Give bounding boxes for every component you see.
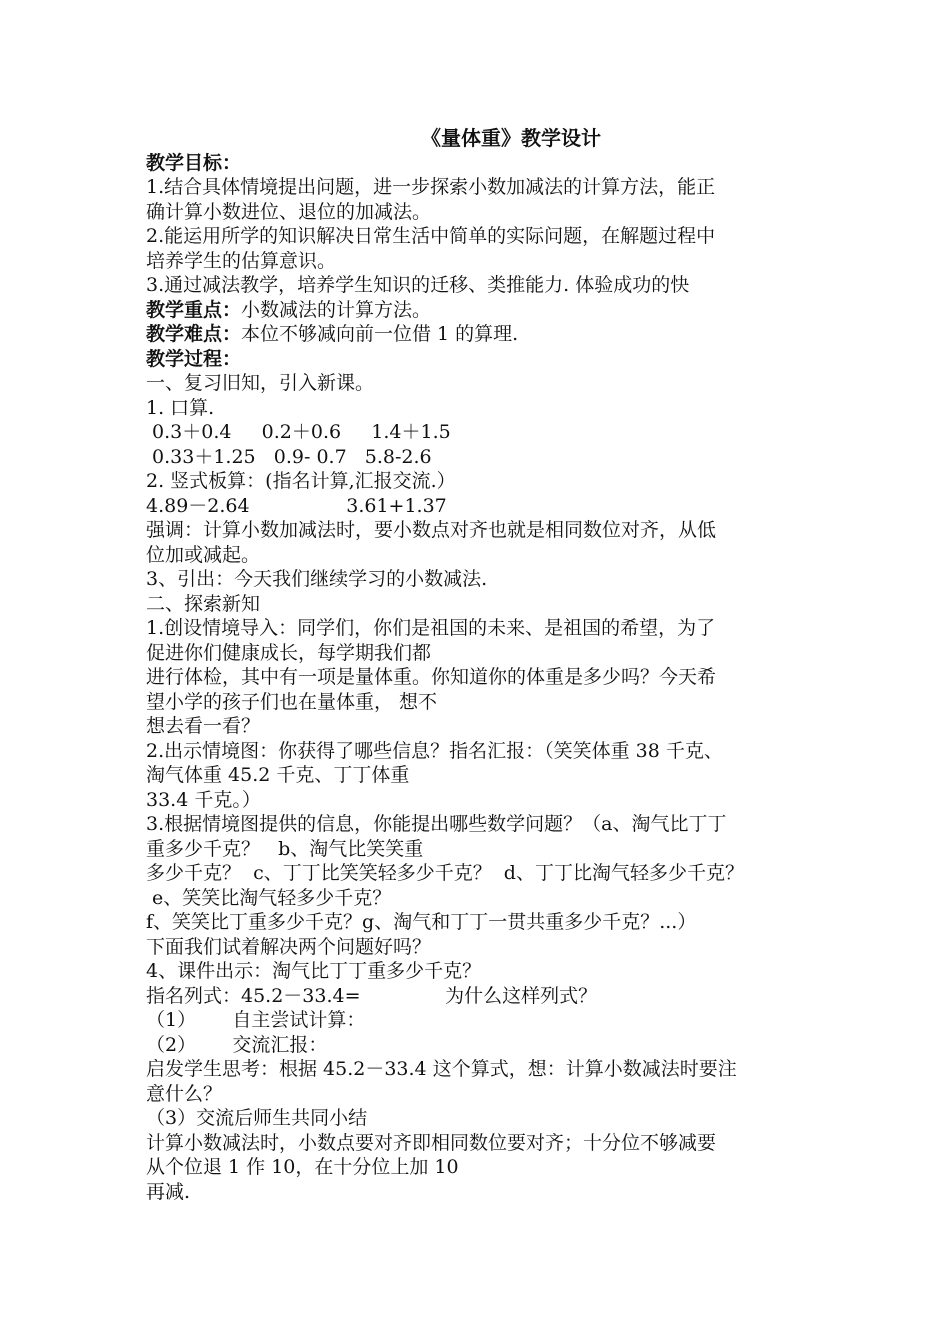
paragraph-line: （3）交流后师生共同小结 <box>146 1107 368 1129</box>
goal-1-line-1: 1.结合具体情境提出问题，进一步探索小数加减法的计算方法，能正 <box>146 176 716 198</box>
goal-2-line-1: 2.能运用所学的知识解决日常生活中简单的实际问题，在解题过程中 <box>146 225 716 247</box>
paragraph-line: （2） 交流汇报： <box>146 1033 328 1056</box>
paragraph-line: 启发学生思考：根据 45.2－33.4 这个算式，想：计算小数减法时要注 <box>146 1058 737 1080</box>
paragraph-line: 想去看一看？ <box>146 715 261 737</box>
goal-3-line: 3.通过减法教学，培养学生知识的迁移、类推能力. 体验成功的快 <box>146 274 690 296</box>
document-title: 《量体重》教学设计 <box>421 126 601 150</box>
paragraph-line: （1） 自主尝试计算： <box>146 1009 366 1031</box>
paragraph-line: 计算小数减法时，小数点要对齐即相同数位要对齐；十分位不够减要 <box>146 1131 717 1154</box>
paragraph-line: 指名列式：45.2－33.4= 为什么这样列式？ <box>146 984 598 1007</box>
emphasis-line-1: 强调：计算小数加减法时，要小数点对齐也就是相同数位对齐，从低 <box>146 519 717 541</box>
paragraph-line: 下面我们试着解决两个问题好吗？ <box>146 935 432 958</box>
paragraph-line: 望小学的孩子们也在量体重， 想不 <box>146 690 438 713</box>
paragraph-line: 4、课件出示：淘气比丁丁重多少千克？ <box>146 960 482 982</box>
paragraph-line: 2.出示情境图：你获得了哪些信息？指名汇报：（笑笑体重 38 千克、 <box>146 739 723 762</box>
paragraph-line: f、笑笑比丁重多少千克？g、淘气和丁丁一贯共重多少千克？...） <box>146 911 697 933</box>
difficulty-label: 教学难点： <box>146 323 242 345</box>
goals-heading: 教学目标： <box>146 151 242 174</box>
paragraph-line: 再减. <box>146 1180 191 1203</box>
paragraph-line: 淘气体重 45.2 千克、丁丁体重 <box>146 764 410 786</box>
section-review: 一、复习旧知，引入新课。 <box>146 372 375 394</box>
section-explore: 二、探索新知 <box>146 592 261 615</box>
document-body <box>146 126 826 1204</box>
vertical-calc-label: 2. 竖式板算：(指名计算,汇报交流.） <box>146 470 456 492</box>
paragraph-line: 重多少千克？ b、淘气比笑笑重 <box>146 837 424 860</box>
paragraph-line: 3.根据情境图提供的信息，你能提出哪些数学问题？（a、淘气比丁丁 <box>146 813 727 835</box>
paragraph-line: e、笑笑比淘气轻多少千克？ <box>146 886 392 909</box>
difficulty-text: 本位不够减向前一位借 1 的算理. <box>241 323 519 345</box>
paragraph-line: 进行体检，其中有一项是量体重。你知道你的体重是多少吗？今天希 <box>146 666 717 688</box>
paragraph-line: 从个位退 1 作 10，在十分位上加 10 <box>146 1156 459 1178</box>
paragraph-line: 1.创设情境导入：同学们，你们是祖国的未来、是祖国的希望，为了 <box>146 617 716 639</box>
introduce-line: 3、引出：今天我们继续学习的小数减法. <box>146 568 488 590</box>
goal-2-line-2: 培养学生的估算意识。 <box>146 249 337 272</box>
key-point-line <box>146 298 826 323</box>
paragraph-line: 多少千克？ c、丁丁比笑笑轻多少千克？ d、丁丁比淘气轻多少千克？ <box>146 862 744 884</box>
oral-calc-row-2: 0.33＋1.25 0.9- 0.7 5.8-2.6 <box>146 445 432 468</box>
emphasis-line-2: 位加或减起。 <box>146 543 261 566</box>
vertical-calc-problems: 4.89－2.64 3.61+1.37 <box>146 494 447 517</box>
key-point-label: 教学重点： <box>146 298 242 321</box>
oral-calc-label: 1. 口算. <box>146 396 215 419</box>
process-heading: 教学过程： <box>146 347 242 370</box>
paragraph-line: 促进你们健康成长，每学期我们都 <box>146 641 432 664</box>
difficulty-line <box>146 322 826 347</box>
goal-1-line-2: 确计算小数进位、退位的加减法。 <box>146 200 432 223</box>
paragraph-line: 意什么？ <box>146 1082 223 1105</box>
paragraph-line: 33.4 千克。） <box>146 788 261 811</box>
key-point-text: 小数减法的计算方法。 <box>241 298 432 321</box>
oral-calc-row-1: 0.3＋0.4 0.2＋0.6 1.4＋1.5 <box>146 421 451 443</box>
